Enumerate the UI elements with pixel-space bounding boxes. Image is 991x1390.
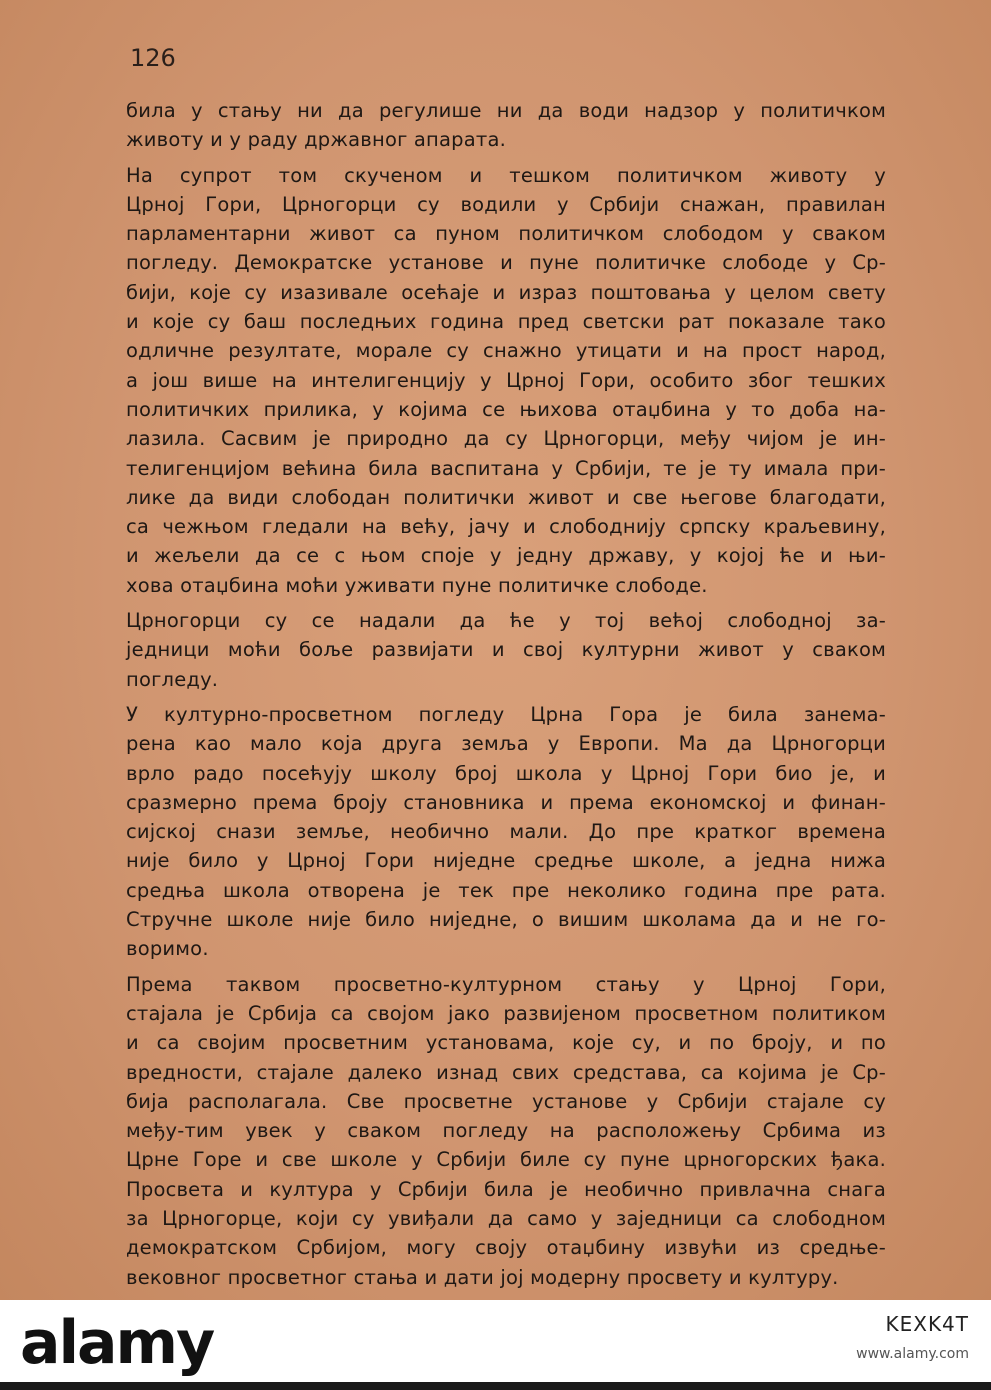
text-line: стајала је Србија са својом јако развијеном просветном политиком — [126, 1001, 886, 1025]
text-line: није било у Црној Гори ниједне средње школе, а једна нижа — [126, 849, 886, 873]
text-line: врло радо посећују школу број школа у Црној Гори био је, и — [126, 761, 886, 785]
text-line: хова отаџбина моћи уживати пуне политичке слободе. — [126, 573, 708, 597]
text-line: и жељели да се с њом споје у једну државу, у којој ће и њи- — [126, 544, 886, 568]
paragraph — [126, 970, 886, 1292]
text-line: Црној Гори, Црногорци су водили у Србији снажан, правилан — [126, 192, 886, 216]
page-number: 126 — [130, 44, 176, 72]
paragraph — [126, 606, 886, 694]
text-line: одличне резултате, морале су снажно утицати и на прост народ, — [126, 339, 886, 363]
paragraph — [126, 96, 886, 155]
text-line: У културно-просветном погледу Црна Гора је била занема- — [126, 702, 886, 726]
text-line: сразмерно према броју становника и према економској и финан- — [126, 790, 886, 814]
text-line: воримо. — [126, 937, 209, 961]
text-line: а још више на интелигенцију у Црној Гори, особито због тешких — [126, 368, 886, 392]
text-line: Црногорци су се надали да ће у тој већој слободној за- — [126, 609, 886, 633]
body-text — [126, 96, 886, 1292]
text-line: Црне Горе и све школе у Србији биле су пуне црногорских ђака. — [126, 1148, 886, 1172]
text-line: и са својим просветним установама, које су, и по броју, и по — [126, 1031, 886, 1055]
watermark-bar — [0, 1382, 991, 1390]
text-line: На супрот том скученом и тешком политичком животу у — [126, 163, 886, 187]
text-line: сијској снази земље, необично мали. До пре кратког времена — [126, 820, 886, 844]
text-line: погледу. Демократске установе и пуне политичке слободе у Ср- — [126, 251, 886, 275]
paragraph — [126, 700, 886, 964]
text-line: била у стању ни да регулише ни да води надзор у политичком — [126, 99, 886, 122]
text-line: Према таквом просветно-културном стању у Црној Гори, — [126, 972, 886, 996]
watermark-strip — [0, 1300, 991, 1390]
text-line: Стручне школе није било ниједне, о вишим школама да и не го- — [126, 908, 886, 932]
watermark-image-id: KEXK4T — [885, 1312, 969, 1336]
text-line: телигенцијом већина била васпитана у Србији, те је ту имала при- — [126, 456, 886, 480]
text-line: лазила. Сасвим је природно да су Црногорци, међу чијом је ин- — [126, 427, 886, 451]
text-line: међу-тим увек у сваком погледу на расположењу Србима из — [126, 1119, 886, 1143]
text-line: рена као мало која друга земља у Европи. Ма да Црногорци — [126, 732, 886, 756]
text-line: и које су баш последњих година пред светски рат показале тако — [126, 310, 886, 334]
text-line: животу и у раду државног апарата. — [126, 128, 506, 152]
text-line: парламентарни живот са пуном политичком слободом у сваком — [126, 222, 886, 246]
text-line: Просвета и култура у Србији била је необично привлачна снага — [126, 1177, 886, 1201]
text-line: са чежњом гледали на већу, јачу и слободнију српску краљевину, — [126, 515, 886, 539]
text-line: бији, које су изазивале осећаје и израз поштовања у целом свету — [126, 280, 886, 304]
text-line: демократском Србијом, могу своју отаџбину извући из средње- — [126, 1236, 886, 1260]
text-line: политичких прилика, у којима се њихова отаџбина у то доба на- — [126, 397, 886, 421]
text-line: средња школа отворена је тек пре неколико година пре рата. — [126, 878, 886, 902]
watermark-logo: alamy — [20, 1308, 214, 1378]
paragraph — [126, 161, 886, 600]
watermark-url: www.alamy.com — [856, 1346, 969, 1362]
text-line: бија располагала. Све просветне установе у Србији стајале су — [126, 1089, 886, 1113]
text-line: вредности, стајале далеко изнад свих средстава, са којима је Ср- — [126, 1060, 886, 1084]
text-line: за Црногорце, који су увиђали да само у заједници са слободном — [126, 1206, 886, 1230]
text-line: лике да види слободан политички живот и све његове благодати, — [126, 485, 886, 509]
text-line: једници моћи боље развијати и свој културни живот у сваком — [126, 638, 886, 662]
text-line: вековног просветног стања и дати јој модерну просвету и културу. — [126, 1265, 839, 1289]
text-line: погледу. — [126, 667, 219, 691]
